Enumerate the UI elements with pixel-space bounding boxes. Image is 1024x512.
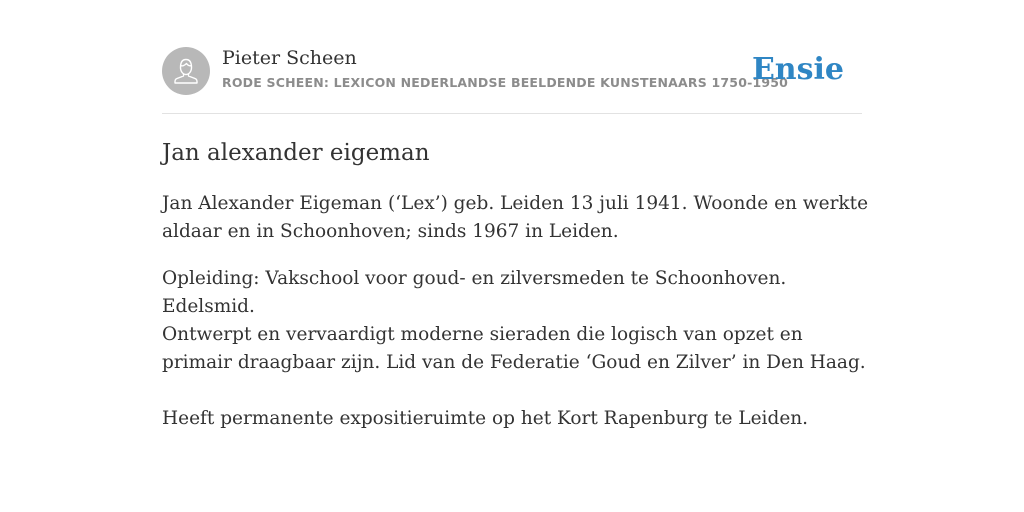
header-divider <box>162 113 862 114</box>
page-header <box>162 46 862 96</box>
author-avatar[interactable] <box>162 47 210 95</box>
user-silhouette-icon <box>162 47 210 95</box>
ensie-logo[interactable]: Ensie <box>751 52 844 87</box>
article-paragraph: Heeft permanente expositieruimte op het Kort Rapenburg te Leiden. <box>162 408 809 429</box>
article-paragraph: Jan Alexander Eigeman (‘Lex’) geb. Leiden 13 juli 1941. Woonde en werkte aldaar en in Schoonhoven; sinds 1967 in Leiden. <box>162 193 869 242</box>
author-name[interactable]: Pieter Scheen <box>222 47 357 69</box>
article-paragraph: Ontwerpt en vervaardigt moderne sieraden die logisch van opzet en primair draagbaar zijn. Lid van de Federatie ‘Goud en Zilver’ in Den Haag. <box>162 324 866 373</box>
article-paragraph: Opleiding: Vakschool voor goud- en zilversmeden te Schoonhoven. Edelsmid. <box>162 268 787 317</box>
source-subtitle[interactable]: RODE SCHEEN: LEXICON NEDERLANDSE BEELDENDE KUNSTENAARS 1750-1950 <box>222 75 789 90</box>
article-title: Jan alexander eigeman <box>162 140 430 166</box>
